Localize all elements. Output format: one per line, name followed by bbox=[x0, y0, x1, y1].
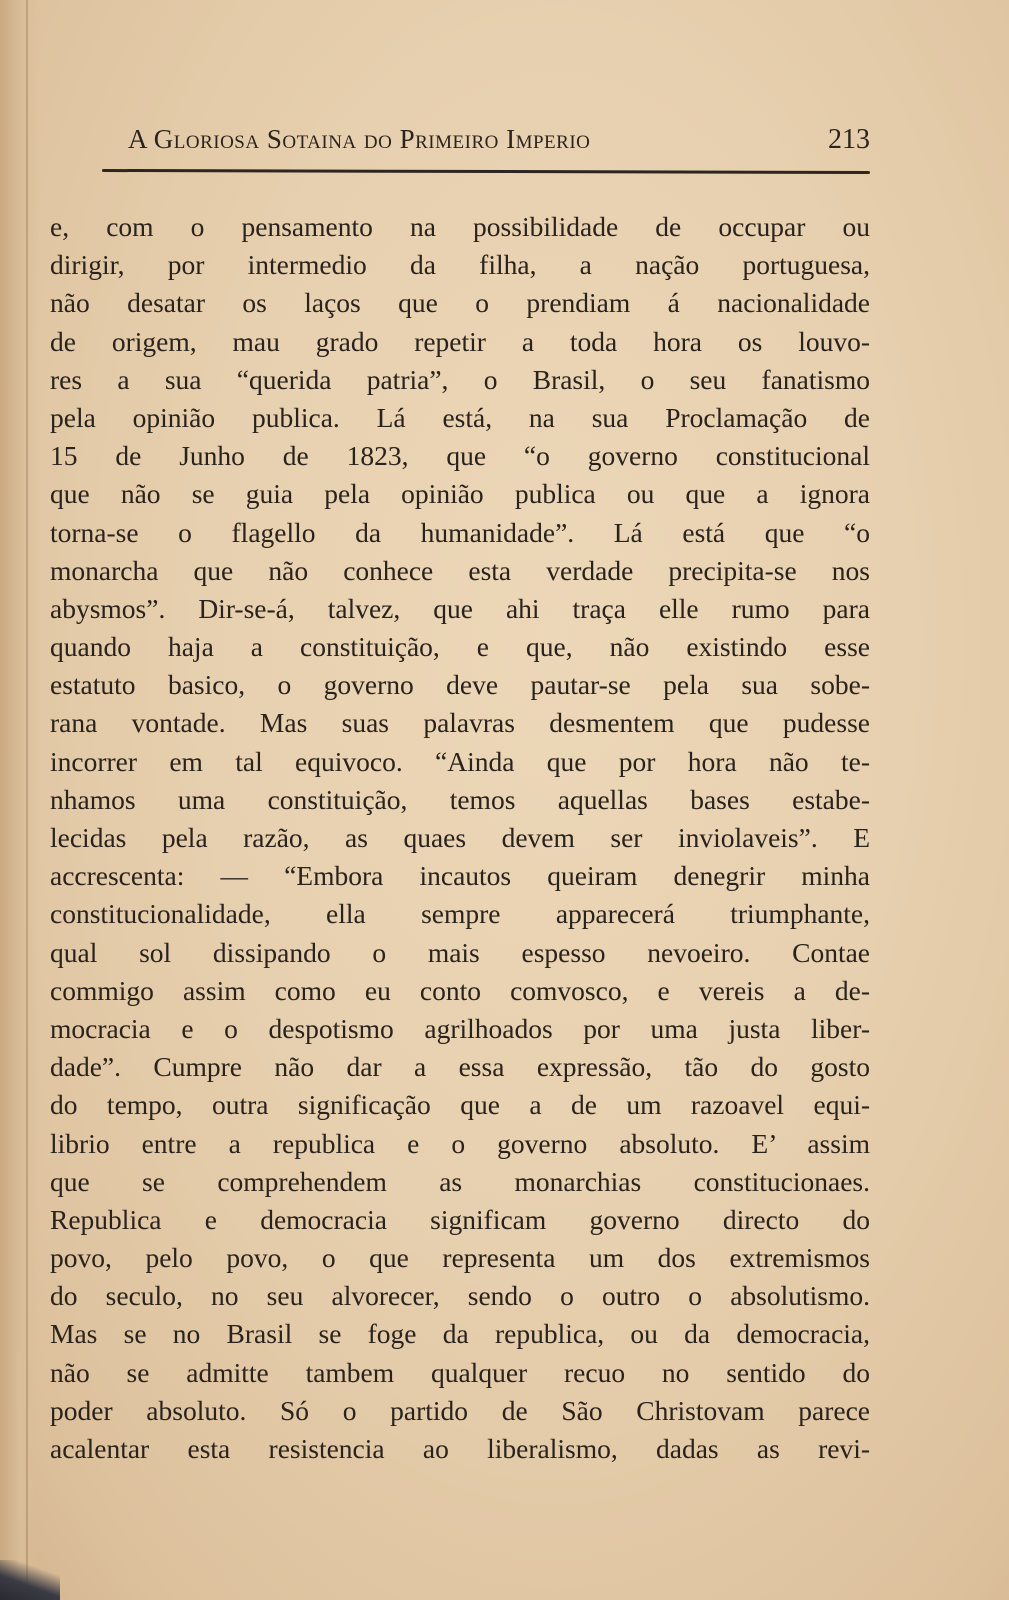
text-line: não desatar os laços que o prendiam á nacionalidade bbox=[50, 287, 870, 319]
text-line: quando haja a constituição, e que, não existindo esse bbox=[50, 631, 870, 663]
text-line: que se comprehendem as monarchias constitucionaes. bbox=[50, 1165, 870, 1197]
running-head-title: A Gloriosa Sotaina do Primeiro Imperio bbox=[128, 124, 591, 154]
text-line: povo, pelo povo, o que representa um dos extremismos bbox=[50, 1242, 870, 1274]
running-head bbox=[120, 124, 870, 164]
background-corner bbox=[0, 1560, 60, 1600]
text-line: abysmos”. Dir-se-á, talvez, que ahi traça elle rumo para bbox=[50, 592, 870, 624]
text-line: torna-se o flagello da humanidade”. Lá está que “o bbox=[50, 516, 870, 548]
text-line: de origem, mau grado repetir a toda hora os louvo- bbox=[50, 325, 870, 357]
page-number: 213 bbox=[828, 124, 870, 155]
text-line: incorrer em tal equivoco. “Ainda que por hora não te- bbox=[50, 745, 870, 777]
text-line: commigo assim como eu conto comvosco, e vereis a de- bbox=[50, 974, 870, 1006]
text-line: acalentar esta resistencia ao liberalismo, dadas as revi- bbox=[50, 1433, 870, 1464]
text-line: estatuto basico, o governo deve pautar-se pela sua sobe- bbox=[50, 669, 870, 701]
text-line: do tempo, outra significação que a de um razoavel equi- bbox=[50, 1089, 870, 1121]
body-text bbox=[50, 208, 870, 1468]
text-line: 15 de Junho de 1823, que “o governo constitucional bbox=[50, 440, 870, 472]
page-edge bbox=[26, 0, 28, 1600]
text-line: do seculo, no seu alvorecer, sendo o outro o absolutismo. bbox=[50, 1280, 870, 1312]
header-rule bbox=[102, 169, 870, 174]
text-line: pela opinião publica. Lá está, na sua Proclamação de bbox=[50, 401, 870, 433]
text-line: monarcha que não conhece esta verdade precipita-se nos bbox=[50, 554, 870, 586]
text-line: não se admitte tambem qualquer recuo no sentido do bbox=[50, 1356, 870, 1388]
text-line: res a sua “querida patria”, o Brasil, o seu fanatismo bbox=[50, 363, 870, 395]
text-line: nhamos uma constituição, temos aquellas bases estabe- bbox=[50, 783, 870, 815]
text-line: Republica e democracia significam governo directo do bbox=[50, 1203, 870, 1235]
gutter-shadow bbox=[0, 0, 40, 1600]
text-line: dirigir, por intermedio da filha, a nação portuguesa, bbox=[50, 249, 870, 281]
text-line: Mas se no Brasil se foge da republica, ou da democracia, bbox=[50, 1318, 870, 1350]
text-line: rana vontade. Mas suas palavras desmentem que pudesse bbox=[50, 707, 870, 739]
text-line: que não se guia pela opinião publica ou que a ignora bbox=[50, 478, 870, 510]
text-line: lecidas pela razão, as quaes devem ser inviolaveis”. E bbox=[50, 822, 870, 853]
text-line: constitucionalidade, ella sempre apparecerá triumphante, bbox=[50, 898, 870, 930]
text-line: dade”. Cumpre não dar a essa expressão, tão do gosto bbox=[50, 1051, 870, 1083]
text-line: accrescenta: — “Embora incautos queiram denegrir minha bbox=[50, 860, 870, 892]
text-line: librio entre a republica e o governo absoluto. E’ assim bbox=[50, 1127, 870, 1159]
text-line: e, com o pensamento na possibilidade de occupar ou bbox=[50, 211, 870, 242]
text-line: poder absoluto. Só o partido de São Christovam parece bbox=[50, 1394, 870, 1426]
text-line: mocracia e o despotismo agrilhoados por uma justa liber- bbox=[50, 1012, 870, 1044]
text-line: qual sol dissipando o mais espesso nevoeiro. Contae bbox=[50, 936, 870, 968]
